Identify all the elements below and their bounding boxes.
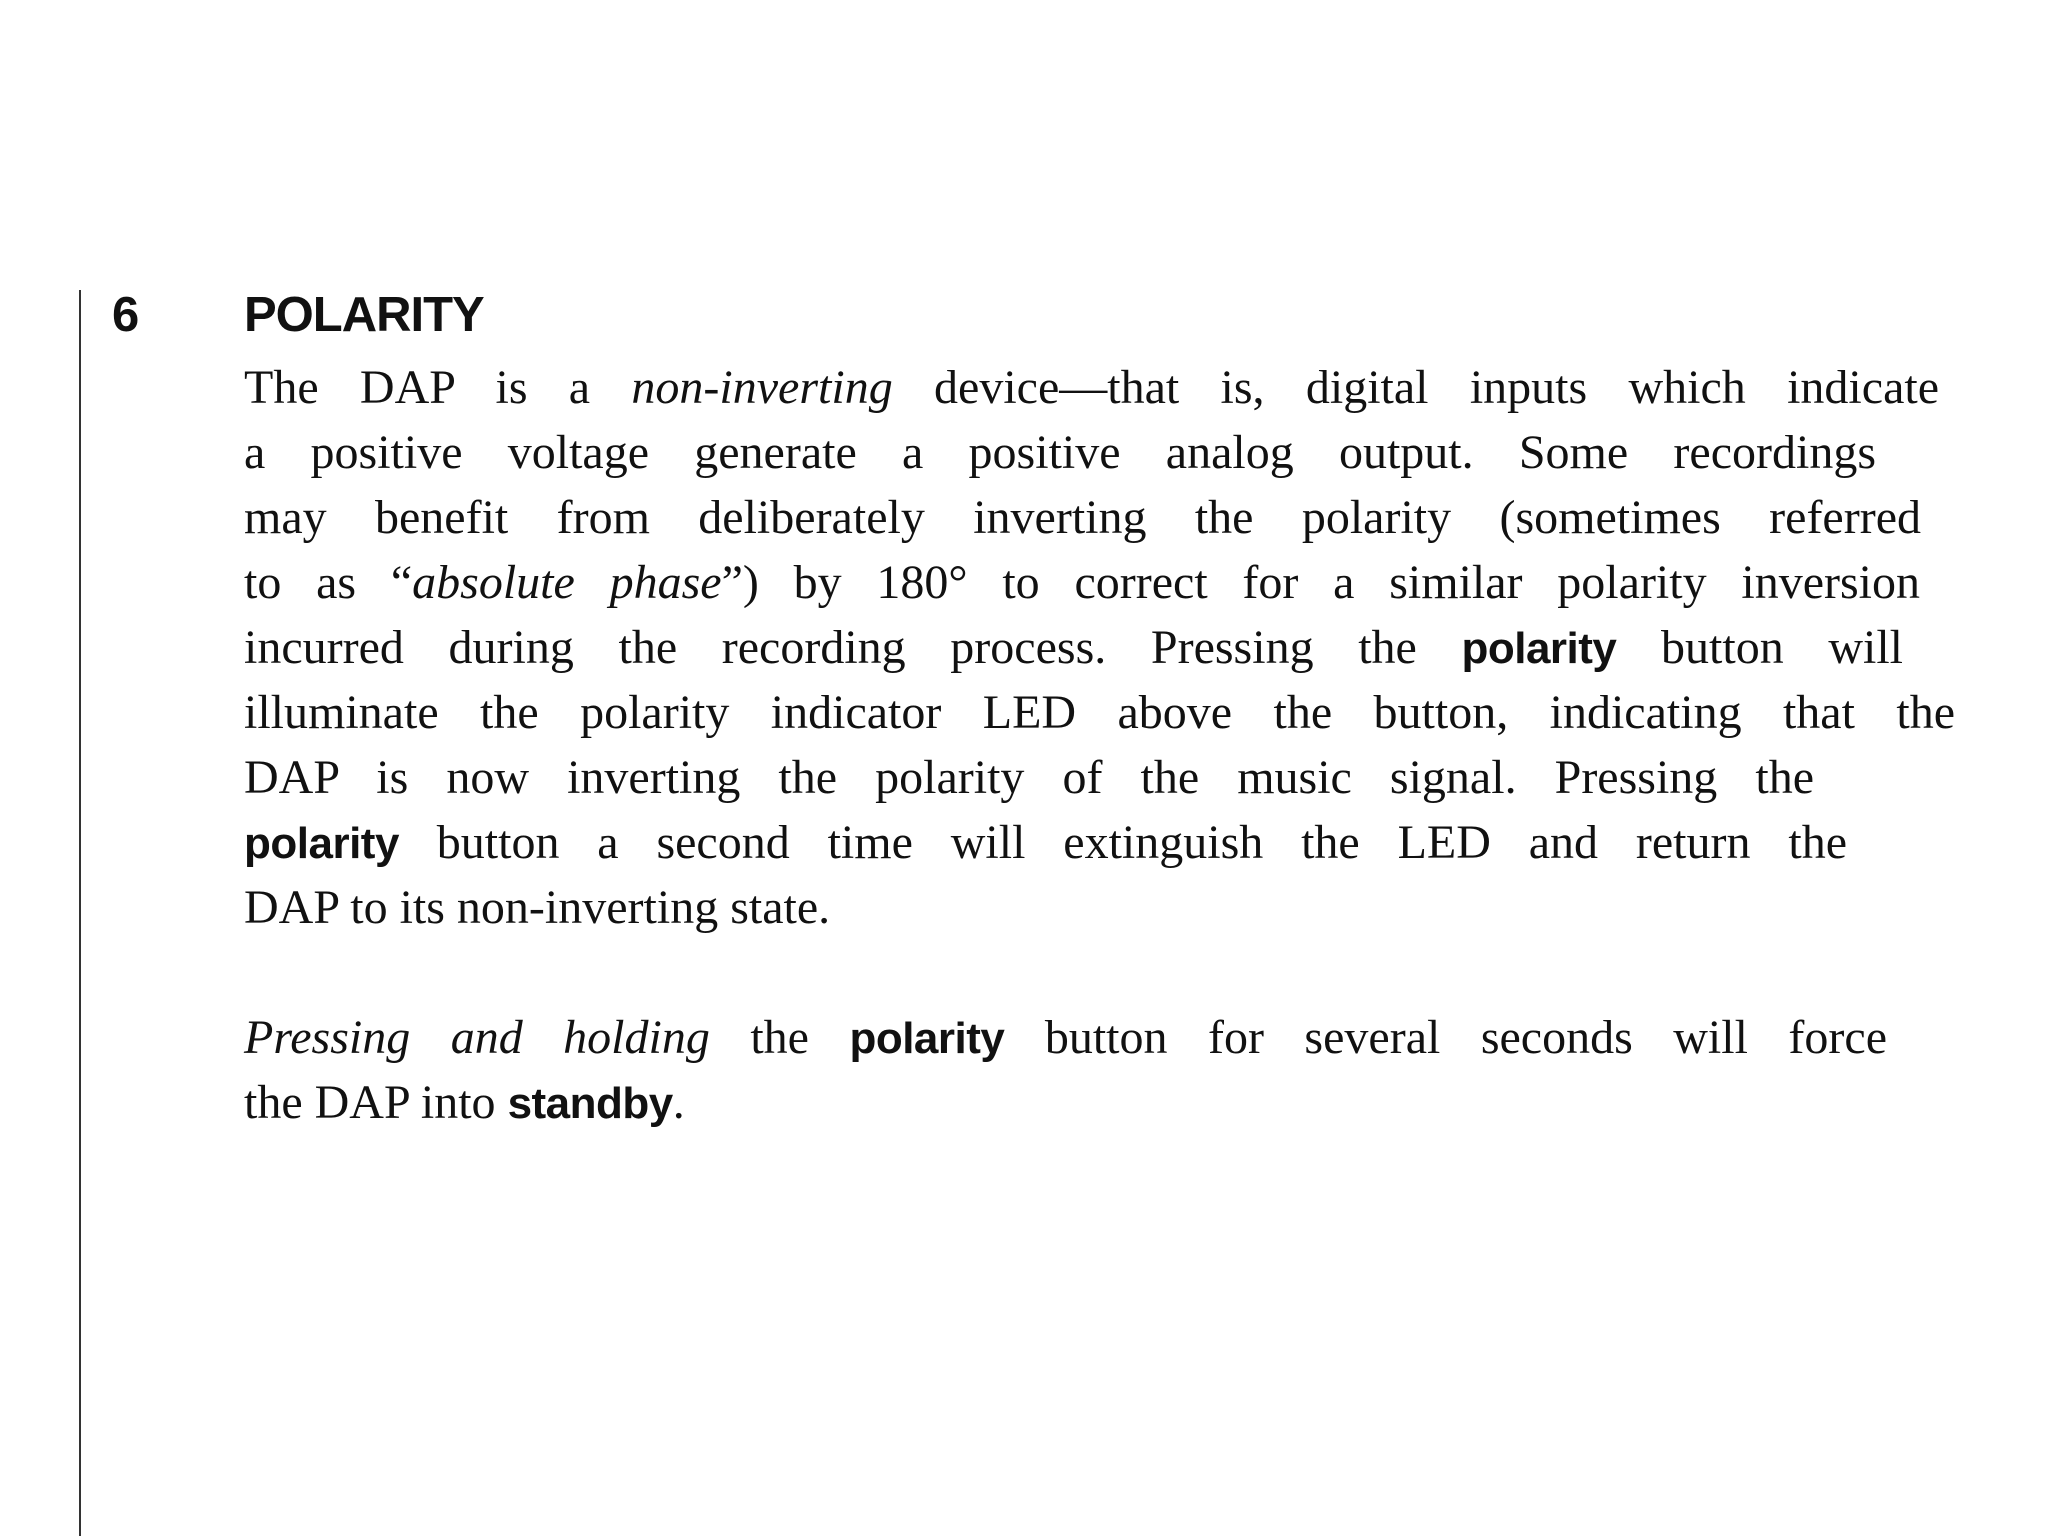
body-line: The DAP is a non-inverting device—that is, digital inputs which indicate	[244, 361, 1940, 414]
emphasis-text: Pressing and holding	[244, 1011, 710, 1064]
emphasis-text: non-inverting	[631, 361, 893, 414]
body-line: illuminate the polarity indicator LED above the button, indicating that the	[244, 686, 1955, 739]
polarity-button-label: polarity	[1461, 624, 1617, 673]
body-line: Pressing and holding the polarity button for several seconds will force	[244, 1011, 1887, 1064]
body-line: incurred during the recording process. Pressing the polarity button will	[244, 621, 1904, 674]
section-title: POLARITY	[244, 288, 484, 342]
polarity-button-label: polarity	[849, 1014, 1005, 1063]
section-body	[244, 355, 2004, 1135]
paragraph-gap	[244, 940, 2004, 1005]
emphasis-text: absolute phase	[412, 556, 722, 609]
section-number: 6	[112, 288, 139, 342]
body-line: DAP is now inverting the polarity of the music signal. Pressing the	[244, 751, 1814, 804]
body-line: polarity button a second time will extinguish the LED and return the	[244, 816, 1847, 869]
body-line: a positive voltage generate a positive analog output. Some recordings	[244, 426, 1876, 479]
body-line: to as “absolute phase”) by 180° to correct for a similar polarity inversion	[244, 556, 1921, 609]
standby-label: standby	[507, 1079, 673, 1128]
polarity-button-label: polarity	[244, 819, 399, 868]
body-line: DAP to its non-inverting state.	[244, 881, 831, 934]
body-line: the DAP into standby.	[244, 1076, 685, 1129]
body-line: may benefit from deliberately inverting the polarity (sometimes referred	[244, 491, 1921, 544]
margin-rule	[79, 290, 81, 1536]
